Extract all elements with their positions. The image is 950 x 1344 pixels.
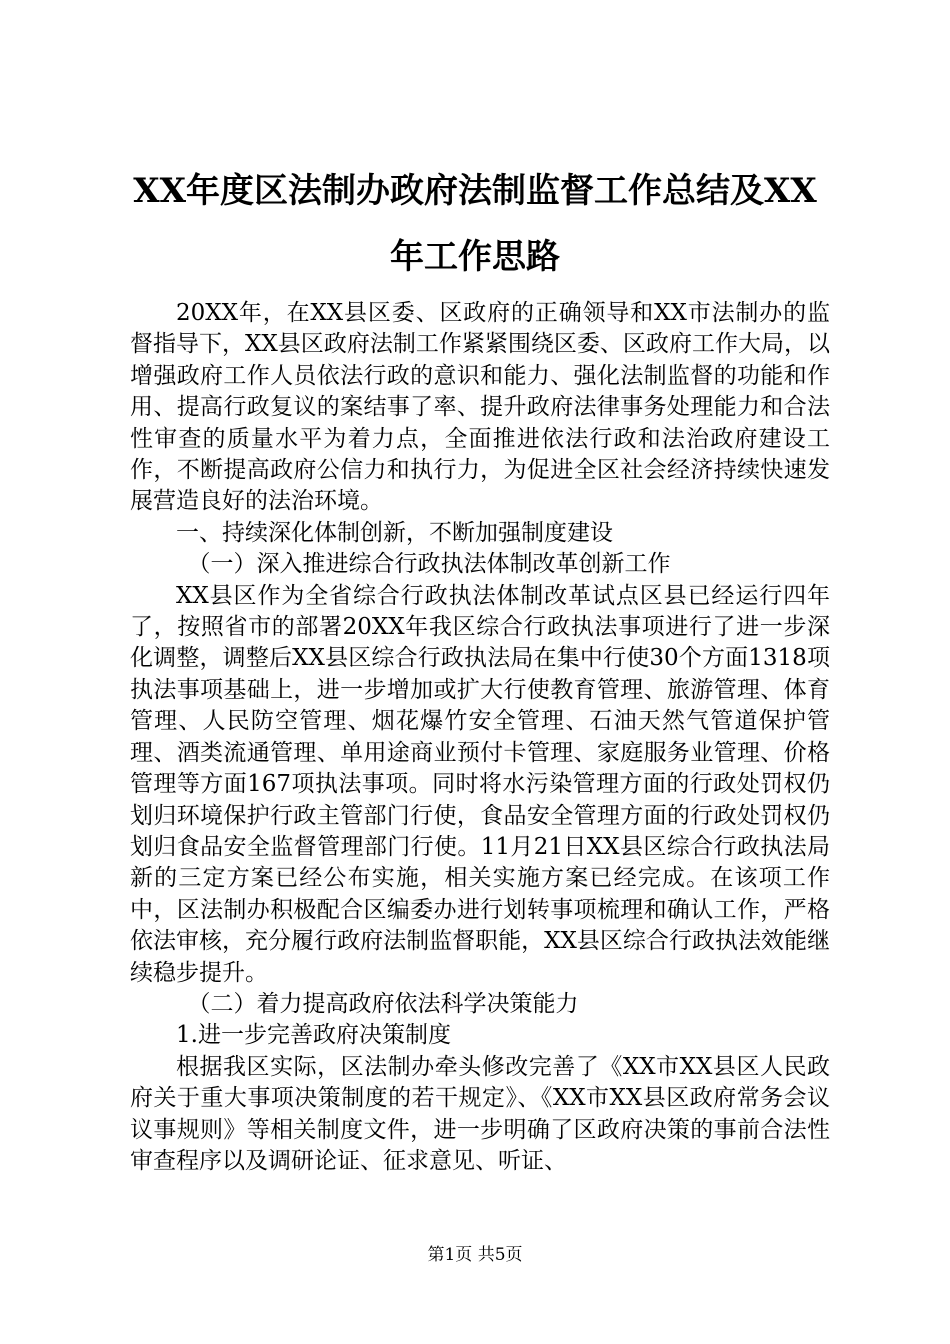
item-heading-1: 1.进一步完善政府决策制度	[176, 1022, 451, 1049]
title-line-1: XX年度区法制办政府法制监督工作总结及XX	[133, 171, 817, 211]
intro-paragraph: 20XX年，在XX县区委、区政府的正确领导和XX市法制办的监督指导下，XX县区政府法制工作紧紧围绕区委、区政府工作大局，以增强政府工作人员依法行政的意识和能力、强化法制监督的功能和作用、提高行政复议的案结事了率、提升政府法律事务处理能力和合法性审查的质量水平为着力点，全面推进依法行政和法治政府建设工作，不断提高政府公信力和执行力，为促进全区社会经济持续快速发展营造良好的法治环境。	[130, 300, 830, 515]
body-paragraph: XX县区作为全省综合行政执法体制改革试点区县已经运行四年了，按照省市的部署20XX年我区综合行政执法事项进行了进一步深化调整，调整后XX县区综合行政执法局在集中行使30个方面1318项执法事项基础上，进一步增加或扩大行使教育管理、旅游管理、体育管理、人民防空管理、烟花爆竹安全管理、石油天然气管道保护管理、酒类流通管理、单用途商业预付卡管理、家庭服务业管理、价格管理等方面167项执法事项。同时将水污染管理方面的行政处罚权仍划归环境保护行政主管部门行使，食品安全管理方面的行政处罚权仍划归食品安全监督管理部门行使。11月21日XX县区综合行政执法局新的三定方案已经公布实施，相关实施方案已经完成。在该项工作中，区法制办积极配合区编委办进行划转事项梳理和确认工作，严格依法审核，充分履行政府法制监督职能，XX县区综合行政执法效能继续稳步提升。	[130, 582, 830, 986]
title-line-2: 年工作思路	[390, 237, 560, 277]
subsection-heading-1: （一）深入推进综合行政执法体制改革创新工作	[187, 551, 671, 578]
document-title	[120, 158, 830, 290]
body-paragraph: 根据我区实际，区法制办牵头修改完善了《XX市XX县区人民政府关于重大事项决策制度的若干规定》、《XX市XX县区政府常务会议议事规则》等相关制度文件，进一步明确了区政府决策的事前合法性审查程序以及调研论证、征求意见、听证、	[130, 1053, 830, 1174]
document-body	[130, 298, 830, 1177]
page-footer: 第1页 共5页	[427, 1245, 523, 1265]
section-heading-1: 一、持续深化体制创新，不断加强制度建设	[176, 519, 613, 546]
subsection-heading-2: （二）着力提高政府依法科学决策能力	[187, 990, 579, 1017]
